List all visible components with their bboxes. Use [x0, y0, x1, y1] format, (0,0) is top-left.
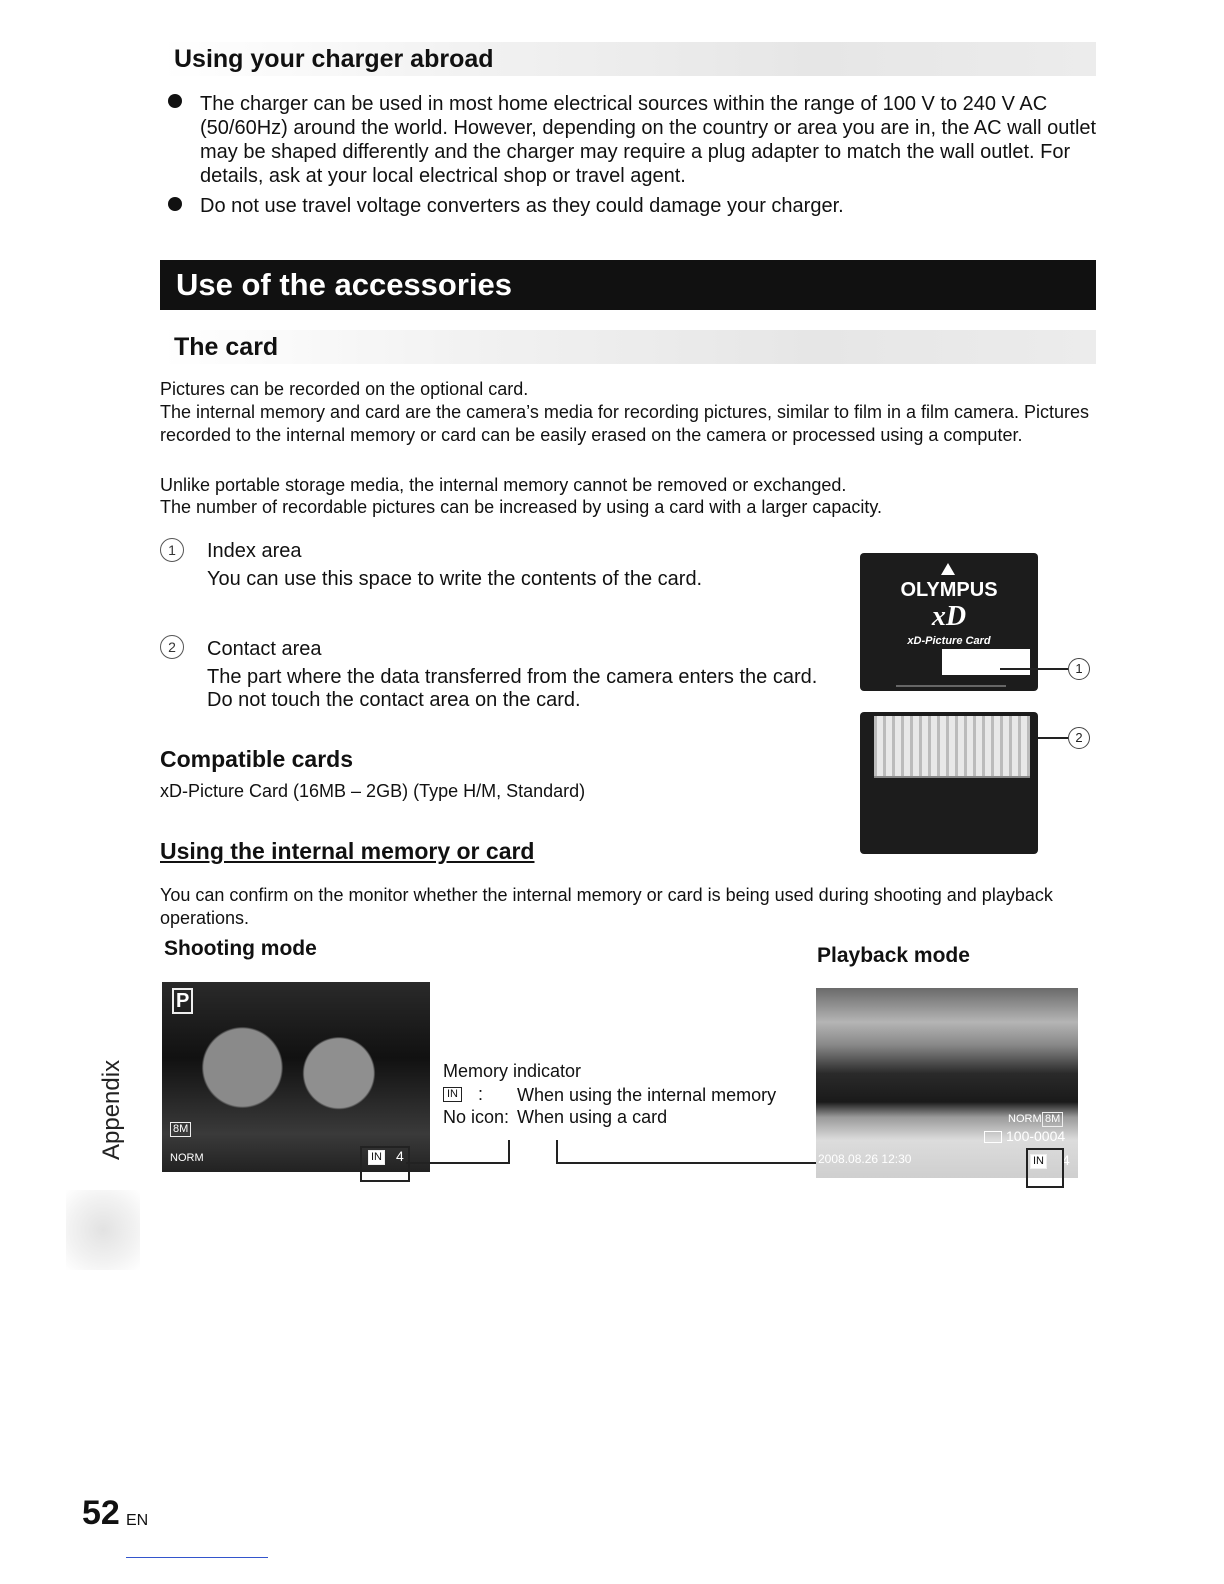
side-tab-shade — [66, 1190, 140, 1270]
shoot-indicator-callout-box — [360, 1146, 410, 1182]
play-indicator-callout-box — [1026, 1148, 1064, 1188]
callout-number-1: 1 — [1068, 658, 1090, 680]
charger-bullet-1: The charger can be used in most home electrical sources within the range of 100 V to 240 V AC (50/60Hz) around the world. However, depending on the country or area you are in, the AC wall outlet may be shaped differently and the charger may require a plug adapter to match the wall outlet. For details, ask at your local electrical shop or travel agent. — [200, 93, 1097, 187]
compatible-heading: Compatible cards — [160, 746, 353, 772]
card-para-2: The internal memory and card are the camera’s media for recording pictures, similar to film in a film camera. Pictures recorded to the internal memory or card can be easily erased on the camera or processed using a computer. — [160, 402, 1090, 445]
memory-in-text: When using the internal memory — [517, 1085, 777, 1105]
play-file-number: 100-0004 — [1006, 1128, 1066, 1144]
shoot-mode-indicator: P — [172, 988, 193, 1014]
index-area-box — [942, 649, 1030, 675]
internal-memory-icon: IN — [443, 1087, 462, 1102]
memory-indicator-title: Memory indicator — [443, 1061, 582, 1081]
colon-text: : — [478, 1084, 484, 1104]
page-language: EN — [126, 1512, 149, 1529]
item-number-1: 1 — [160, 538, 184, 562]
contact-area-desc-2: Do not touch the contact area on the card. — [207, 689, 581, 711]
file-icon — [984, 1131, 1002, 1143]
memory-no-icon-text: When using a card — [517, 1107, 668, 1127]
internal-text: You can confirm on the monitor whether the internal memory or card is being used during shooting and playback operations. — [160, 885, 1053, 928]
xd-logo: xD — [931, 601, 967, 632]
callout-line-left-v — [508, 1140, 510, 1164]
footer-rule — [126, 1557, 268, 1558]
charger-heading: Using your charger abroad — [162, 42, 1096, 76]
item-number-2: 2 — [160, 635, 184, 659]
shoot-size-indicator: 8M — [170, 1122, 191, 1137]
card-label: xD-Picture Card — [907, 635, 991, 647]
contact-area-title: Contact area — [207, 638, 322, 660]
memory-no-icon-label: No icon: — [443, 1107, 510, 1127]
play-remaining-count: 4 — [1062, 1152, 1070, 1168]
play-size-indicator: 8M — [1042, 1112, 1063, 1127]
index-area-title: Index area — [207, 540, 302, 562]
contact-area-desc-1: The part where the data transferred from the camera enters the card. — [207, 666, 818, 688]
side-tab-appendix[interactable]: Appendix — [98, 1059, 125, 1160]
compatible-text: xD-Picture Card (16MB – 2GB) (Type H/M, Standard) — [160, 781, 586, 801]
play-quality-indicator: NORM — [1008, 1113, 1042, 1125]
page-number: 52 — [82, 1494, 120, 1532]
card-para-4: The number of recordable pictures can be increased by using a card with a larger capacity. — [160, 497, 883, 517]
bullet-dot — [168, 94, 182, 108]
shooting-mode-screen — [162, 982, 430, 1172]
charger-bullet-2: Do not use travel voltage converters as they could damage your charger. — [200, 195, 844, 217]
card-para-3: Unlike portable storage media, the internal memory cannot be removed or exchanged. — [160, 475, 847, 495]
card-brand: OLYMPUS — [900, 579, 998, 601]
play-memory-indicator: IN — [1030, 1154, 1047, 1169]
card-edge-line — [896, 685, 1006, 687]
play-date-time: 2008.08.26 12:30 — [818, 1152, 912, 1166]
callout-line-1 — [1000, 668, 1068, 670]
playback-mode-label: Playback mode — [817, 944, 970, 967]
internal-heading: Using the internal memory or card — [160, 838, 535, 864]
card-back-line — [874, 776, 1030, 778]
xd-card-front — [860, 553, 1038, 691]
xd-card-back — [860, 712, 1038, 854]
shooting-mode-label: Shooting mode — [164, 937, 317, 960]
callout-number-2: 2 — [1068, 727, 1090, 749]
callout-line-right-v — [556, 1140, 558, 1164]
index-area-desc: You can use this space to write the contents of the card. — [207, 568, 703, 590]
callout-line-left — [406, 1162, 510, 1164]
bullet-dot — [168, 197, 182, 211]
triangle-icon — [941, 563, 955, 575]
shoot-remaining-count: 4 — [396, 1148, 404, 1164]
card-heading: The card — [162, 330, 1096, 364]
callout-line-2 — [1038, 737, 1068, 739]
shoot-memory-indicator: IN — [368, 1150, 385, 1165]
shoot-quality-indicator: NORM — [170, 1152, 204, 1164]
section-title-bar: Use of the accessories — [160, 260, 1096, 310]
contact-strip — [874, 716, 1030, 776]
card-para-1: Pictures can be recorded on the optional card. — [160, 379, 529, 399]
